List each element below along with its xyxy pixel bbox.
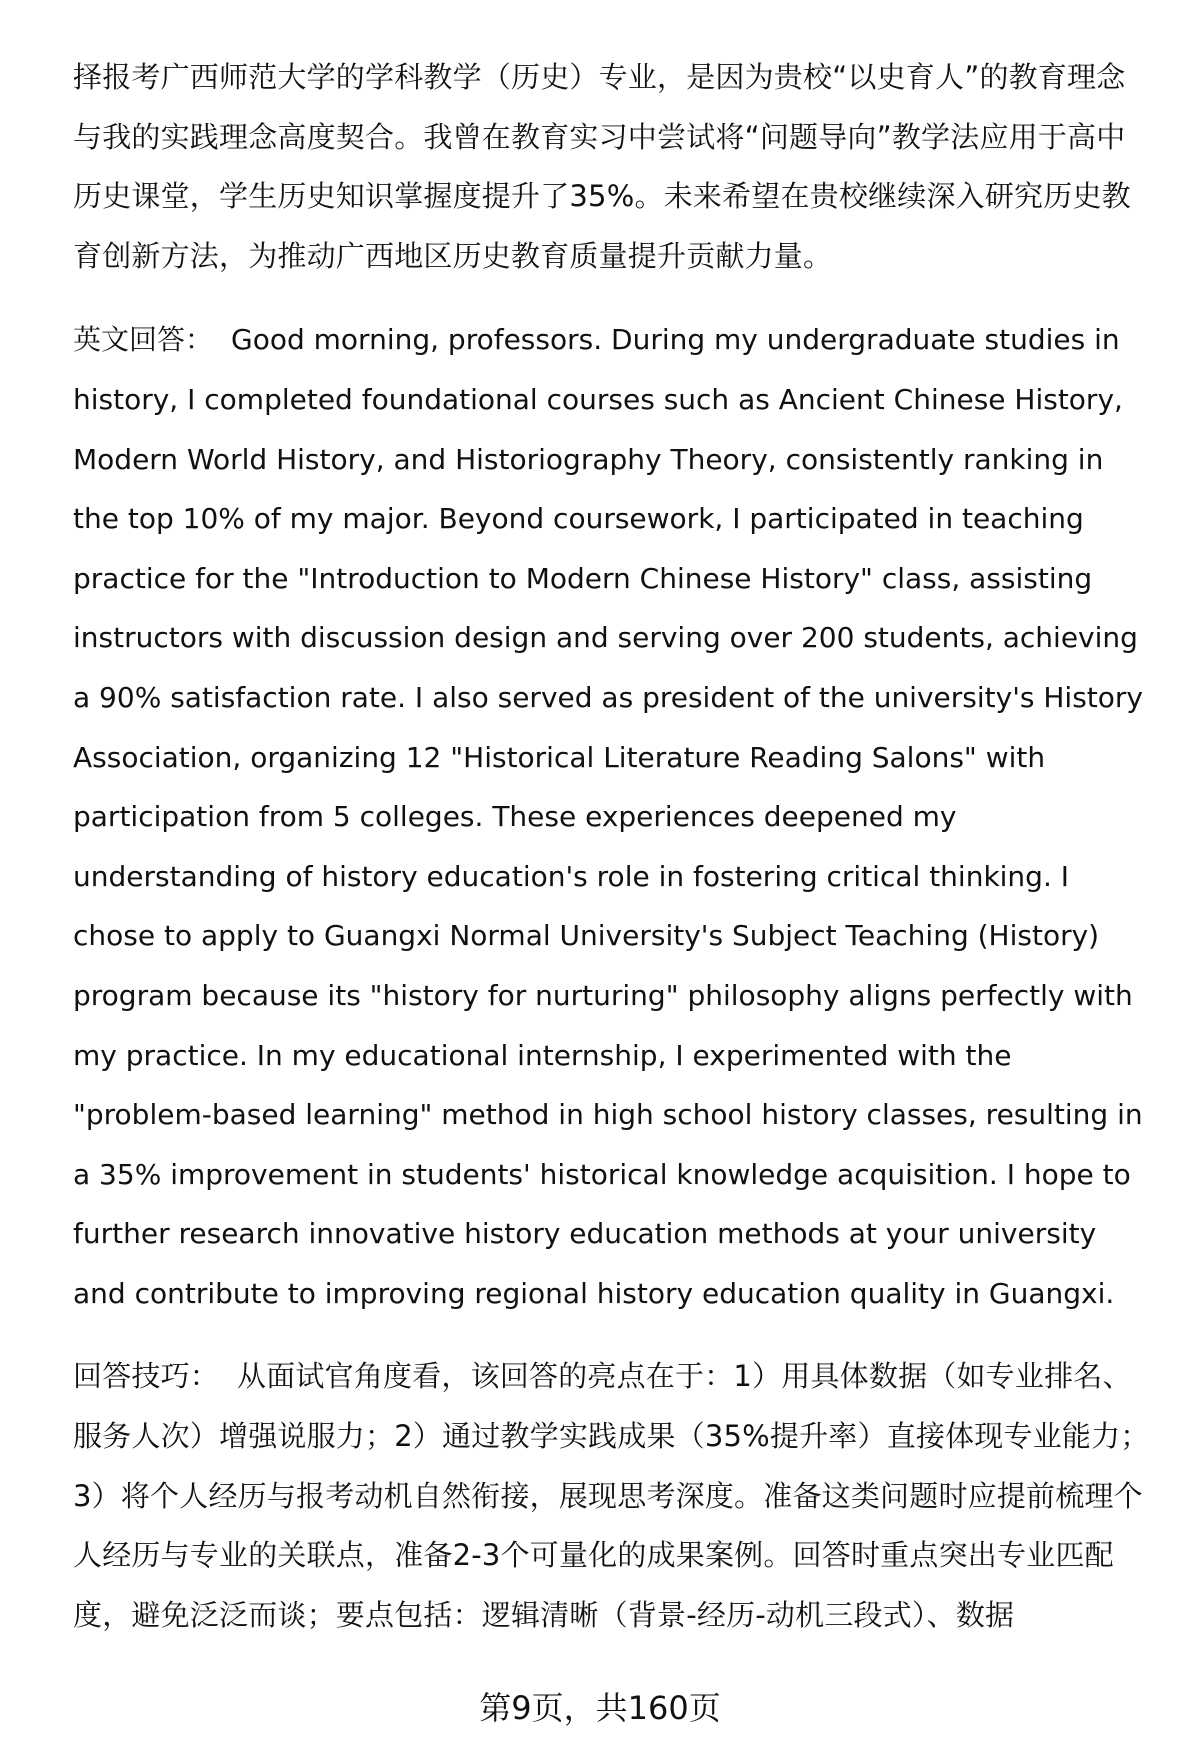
answer-tips-label: 回答技巧： [73,1359,220,1394]
page-number-footer: 第9页，共160页 [479,1689,721,1727]
english-answer-label: 英文回答： [73,323,214,357]
answer-tips-text: 从面试官角度看，该回答的亮点在于：1）用具体数据（如专业排名、服务人次）增强说服力；2）通过教学实践成果（35%提升率）直接体现专业能力；3）将个人经历与报考动机自然衔接，展现思考深度。准备这类问题时应提前梳理个人经历与专业的关联点，准备2-3个可量化的成果案例。回答时重点突出专业匹配度，避免泛泛而谈；要点包括：逻辑清晰（背景-经历-动机三段式）、数据 [73,1359,1150,1632]
paragraph-answer-tips [73,1347,1153,1645]
document-page [73,48,1153,1669]
paragraph-intro-continued: 择报考广西师范大学的学科教学（历史）专业，是因为贵校“以史育人”的教育理念与我的实践理念高度契合。我曾在教育实习中尝试将“问题导向”教学法应用于高中历史课堂，学生历史知识掌握度提升了35%。未来希望在贵校继续深入研究历史教育创新方法，为推动广西地区历史教育质量提升贡献力量。 [73,60,1131,273]
paragraph-english-answer [73,310,1153,1323]
english-answer-text: Good morning, professors. During my undergraduate studies in history, I completed foundational courses such as Ancient Chinese History, Modern World History, and Historiography Theory, consistently ranking in the top 10% of my major. Beyond coursework, I participated in teaching practice for the "Introduction to Modern Chinese History" class, assisting instructors with discussion design and serving over 200 students, achieving a 90% satisfaction rate. I also served as president of the university's History Association, organizing 12 "Historical Literature Reading Salons" with participation from 5 colleges. These experiences deepened my understanding of history education's role in fostering critical thinking. I chose to apply to Guangxi Normal University's Subject Teaching (History) program because its "history for nurturing" philosophy aligns perfectly with my practice. In my educational internship, I experimented with the "problem-based learning" method in high school history classes, resulting in a 35% improvement in students' historical knowledge acquisition. I hope to further research innovative history education methods at your university and contribute to improving regional history education quality in Guangxi. [73,323,1143,1310]
